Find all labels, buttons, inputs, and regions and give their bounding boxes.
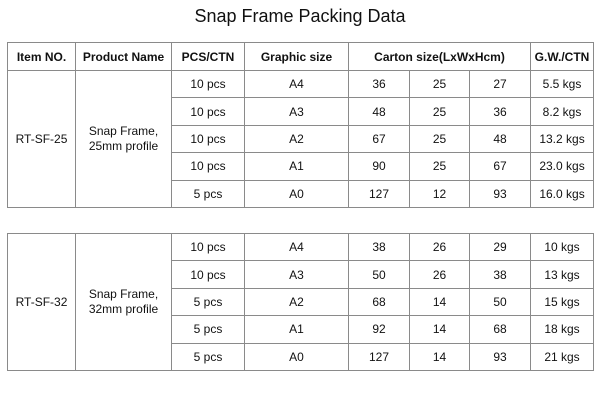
- carton-width-cell: 14: [410, 343, 470, 370]
- product-name-cell: [76, 233, 172, 370]
- pcs-cell: 5 pcs: [172, 180, 245, 207]
- carton-height-cell: 36: [470, 98, 531, 125]
- carton-height-cell: 93: [470, 343, 531, 370]
- gross-weight-cell: 23.0 kgs: [531, 153, 594, 180]
- gross-weight-cell: 16.0 kgs: [531, 180, 594, 207]
- carton-width-cell: 14: [410, 316, 470, 343]
- header-gw-ctn: G.W./CTN: [531, 43, 594, 71]
- gross-weight-cell: 15 kgs: [531, 288, 594, 315]
- separator-cell: [8, 207, 594, 233]
- carton-width-cell: 14: [410, 288, 470, 315]
- carton-length-cell: 38: [349, 233, 410, 260]
- pcs-cell: 5 pcs: [172, 288, 245, 315]
- carton-length-cell: 90: [349, 153, 410, 180]
- carton-length-cell: 50: [349, 261, 410, 288]
- product-name-line: Snap Frame,: [88, 123, 159, 138]
- pcs-cell: 10 pcs: [172, 233, 245, 260]
- product-name-line: 25mm profile: [88, 138, 159, 153]
- product-name-line: 32mm profile: [88, 301, 159, 316]
- item-no-cell: RT-SF-32: [8, 233, 76, 370]
- page-title: Snap Frame Packing Data: [194, 6, 406, 26]
- pcs-cell: 10 pcs: [172, 125, 245, 152]
- packing-table: [7, 42, 594, 371]
- item-no-cell: RT-SF-25: [8, 71, 76, 208]
- gross-weight-cell: 21 kgs: [531, 343, 594, 370]
- carton-width-cell: 25: [410, 71, 470, 98]
- header-carton-size: Carton size(LxWxHcm): [349, 43, 531, 71]
- product-name-cell: [76, 71, 172, 208]
- graphic-size-cell: A3: [245, 98, 349, 125]
- carton-length-cell: 36: [349, 71, 410, 98]
- carton-length-cell: 68: [349, 288, 410, 315]
- graphic-size-cell: A3: [245, 261, 349, 288]
- graphic-size-cell: A2: [245, 288, 349, 315]
- header-graphic-size: Graphic size: [245, 43, 349, 71]
- graphic-size-cell: A0: [245, 343, 349, 370]
- header-row: [8, 43, 594, 71]
- carton-length-cell: 67: [349, 125, 410, 152]
- table-row: [8, 71, 594, 98]
- gross-weight-cell: 10 kgs: [531, 233, 594, 260]
- carton-length-cell: 92: [349, 316, 410, 343]
- graphic-size-cell: A1: [245, 316, 349, 343]
- header-product-name: Product Name: [76, 43, 172, 71]
- graphic-size-cell: A0: [245, 180, 349, 207]
- graphic-size-cell: A1: [245, 153, 349, 180]
- carton-width-cell: 25: [410, 98, 470, 125]
- carton-width-cell: 25: [410, 125, 470, 152]
- gross-weight-cell: 8.2 kgs: [531, 98, 594, 125]
- gross-weight-cell: 5.5 kgs: [531, 71, 594, 98]
- pcs-cell: 5 pcs: [172, 343, 245, 370]
- carton-length-cell: 127: [349, 343, 410, 370]
- carton-height-cell: 38: [470, 261, 531, 288]
- product-name-line: Snap Frame,: [88, 286, 159, 301]
- pcs-cell: 10 pcs: [172, 153, 245, 180]
- gross-weight-cell: 18 kgs: [531, 316, 594, 343]
- graphic-size-cell: A4: [245, 71, 349, 98]
- carton-height-cell: 50: [470, 288, 531, 315]
- carton-width-cell: 25: [410, 153, 470, 180]
- carton-height-cell: 48: [470, 125, 531, 152]
- table-row: [8, 233, 594, 260]
- pcs-cell: 10 pcs: [172, 71, 245, 98]
- graphic-size-cell: A4: [245, 233, 349, 260]
- pcs-cell: 5 pcs: [172, 316, 245, 343]
- header-pcs-ctn: PCS/CTN: [172, 43, 245, 71]
- gross-weight-cell: 13 kgs: [531, 261, 594, 288]
- carton-length-cell: 127: [349, 180, 410, 207]
- carton-width-cell: 26: [410, 233, 470, 260]
- carton-length-cell: 48: [349, 98, 410, 125]
- carton-height-cell: 67: [470, 153, 531, 180]
- carton-height-cell: 27: [470, 71, 531, 98]
- carton-height-cell: 29: [470, 233, 531, 260]
- carton-width-cell: 26: [410, 261, 470, 288]
- carton-height-cell: 68: [470, 316, 531, 343]
- header-item-no: Item NO.: [8, 43, 76, 71]
- gross-weight-cell: 13.2 kgs: [531, 125, 594, 152]
- group-separator: [8, 207, 594, 233]
- carton-height-cell: 93: [470, 180, 531, 207]
- pcs-cell: 10 pcs: [172, 98, 245, 125]
- graphic-size-cell: A2: [245, 125, 349, 152]
- carton-width-cell: 12: [410, 180, 470, 207]
- pcs-cell: 10 pcs: [172, 261, 245, 288]
